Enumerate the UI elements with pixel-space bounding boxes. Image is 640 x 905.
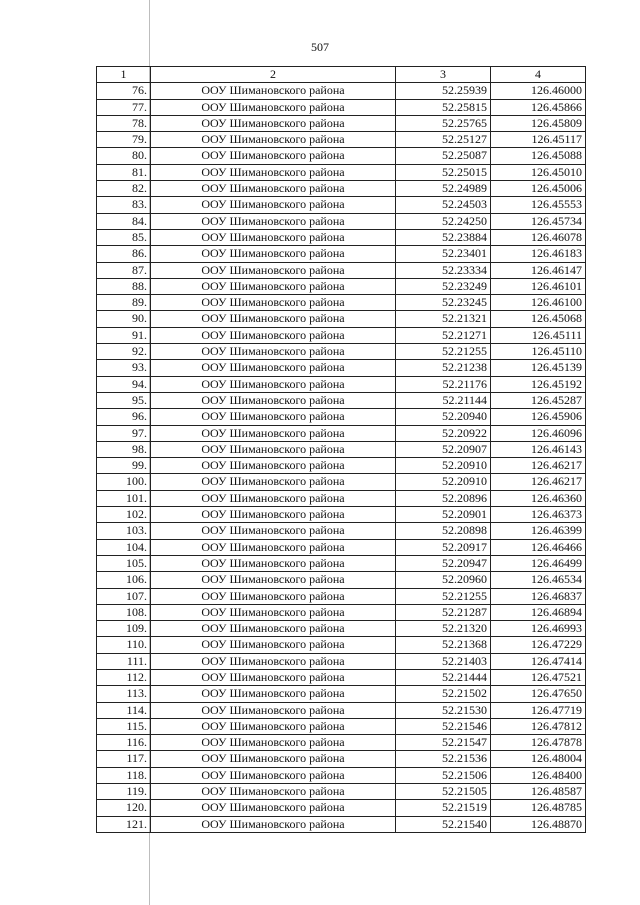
table-row (97, 132, 586, 148)
row-name: ООУ Шимановского района (151, 181, 396, 197)
row-name: ООУ Шимановского района (151, 604, 396, 620)
row-number: 98. (97, 441, 151, 457)
row-number: 116. (97, 735, 151, 751)
row-longitude: 126.45139 (491, 360, 586, 376)
table-row (97, 735, 586, 751)
row-longitude: 126.45110 (491, 344, 586, 360)
row-number: 121. (97, 816, 151, 832)
table-row (97, 718, 586, 734)
table-row (97, 669, 586, 685)
row-name: ООУ Шимановского района (151, 229, 396, 245)
row-name: ООУ Шимановского района (151, 637, 396, 653)
row-number: 79. (97, 132, 151, 148)
row-longitude: 126.45111 (491, 327, 586, 343)
coordinates-table (96, 66, 586, 833)
table-row (97, 164, 586, 180)
row-latitude: 52.21547 (396, 735, 491, 751)
row-name: ООУ Шимановского района (151, 458, 396, 474)
row-number: 110. (97, 637, 151, 653)
row-longitude: 126.47414 (491, 653, 586, 669)
row-longitude: 126.46399 (491, 523, 586, 539)
row-longitude: 126.46096 (491, 425, 586, 441)
row-longitude: 126.48587 (491, 784, 586, 800)
row-latitude: 52.20898 (396, 523, 491, 539)
row-name: ООУ Шимановского района (151, 376, 396, 392)
row-name: ООУ Шимановского района (151, 490, 396, 506)
row-name: ООУ Шимановского района (151, 718, 396, 734)
table-row (97, 474, 586, 490)
row-number: 94. (97, 376, 151, 392)
row-latitude: 52.21321 (396, 311, 491, 327)
row-number: 99. (97, 458, 151, 474)
row-longitude: 126.46466 (491, 539, 586, 555)
row-name: ООУ Шимановского района (151, 702, 396, 718)
row-longitude: 126.46534 (491, 572, 586, 588)
row-number: 108. (97, 604, 151, 620)
column-header-4: 4 (491, 67, 586, 83)
row-number: 107. (97, 588, 151, 604)
row-longitude: 126.47812 (491, 718, 586, 734)
row-longitude: 126.46894 (491, 604, 586, 620)
row-latitude: 52.21271 (396, 327, 491, 343)
row-longitude: 126.46360 (491, 490, 586, 506)
table-row (97, 458, 586, 474)
row-latitude: 52.23884 (396, 229, 491, 245)
row-latitude: 52.20910 (396, 458, 491, 474)
row-longitude: 126.45553 (491, 197, 586, 213)
row-name: ООУ Шимановского района (151, 507, 396, 523)
row-latitude: 52.20922 (396, 425, 491, 441)
row-longitude: 126.45866 (491, 99, 586, 115)
row-latitude: 52.21255 (396, 344, 491, 360)
row-latitude: 52.21506 (396, 767, 491, 783)
row-number: 90. (97, 311, 151, 327)
table-row (97, 148, 586, 164)
table-row (97, 637, 586, 653)
table-header-row (97, 67, 586, 83)
row-latitude: 52.20896 (396, 490, 491, 506)
table-row (97, 360, 586, 376)
table-row (97, 523, 586, 539)
row-longitude: 126.46000 (491, 83, 586, 99)
row-name: ООУ Шимановского района (151, 164, 396, 180)
row-number: 95. (97, 392, 151, 408)
table-row (97, 181, 586, 197)
table-row (97, 751, 586, 767)
row-longitude: 126.46078 (491, 229, 586, 245)
row-longitude: 126.46101 (491, 278, 586, 294)
row-number: 115. (97, 718, 151, 734)
row-latitude: 52.23245 (396, 295, 491, 311)
row-longitude: 126.48785 (491, 800, 586, 816)
row-name: ООУ Шимановского района (151, 295, 396, 311)
row-number: 89. (97, 295, 151, 311)
row-latitude: 52.21255 (396, 588, 491, 604)
table-row (97, 246, 586, 262)
row-latitude: 52.21502 (396, 686, 491, 702)
row-number: 81. (97, 164, 151, 180)
row-number: 85. (97, 229, 151, 245)
row-longitude: 126.45010 (491, 164, 586, 180)
row-name: ООУ Шимановского района (151, 425, 396, 441)
table-row (97, 686, 586, 702)
row-number: 86. (97, 246, 151, 262)
row-number: 96. (97, 409, 151, 425)
row-name: ООУ Шимановского района (151, 751, 396, 767)
row-number: 84. (97, 213, 151, 229)
row-name: ООУ Шимановского района (151, 148, 396, 164)
row-name: ООУ Шимановского района (151, 800, 396, 816)
row-number: 78. (97, 115, 151, 131)
table-row (97, 392, 586, 408)
row-number: 119. (97, 784, 151, 800)
table-row (97, 816, 586, 832)
row-latitude: 52.20960 (396, 572, 491, 588)
row-name: ООУ Шимановского района (151, 555, 396, 571)
row-number: 87. (97, 262, 151, 278)
row-number: 82. (97, 181, 151, 197)
column-header-2: 2 (151, 67, 396, 83)
row-longitude: 126.45809 (491, 115, 586, 131)
row-name: ООУ Шимановского района (151, 588, 396, 604)
table-row (97, 555, 586, 571)
table-row (97, 800, 586, 816)
row-name: ООУ Шимановского района (151, 262, 396, 278)
row-longitude: 126.47878 (491, 735, 586, 751)
row-latitude: 52.21287 (396, 604, 491, 620)
row-longitude: 126.46373 (491, 507, 586, 523)
row-longitude: 126.45006 (491, 181, 586, 197)
row-latitude: 52.20907 (396, 441, 491, 457)
row-number: 80. (97, 148, 151, 164)
row-number: 109. (97, 621, 151, 637)
table-row (97, 295, 586, 311)
table-row (97, 653, 586, 669)
row-latitude: 52.23249 (396, 278, 491, 294)
row-longitude: 126.46143 (491, 441, 586, 457)
row-name: ООУ Шимановского района (151, 246, 396, 262)
row-latitude: 52.25765 (396, 115, 491, 131)
table-row (97, 115, 586, 131)
table-row (97, 572, 586, 588)
row-name: ООУ Шимановского района (151, 735, 396, 751)
row-number: 120. (97, 800, 151, 816)
table-body (97, 83, 586, 833)
row-latitude: 52.21176 (396, 376, 491, 392)
table-row (97, 229, 586, 245)
row-longitude: 126.47719 (491, 702, 586, 718)
table-row (97, 344, 586, 360)
row-name: ООУ Шимановского района (151, 311, 396, 327)
row-name: ООУ Шимановского района (151, 539, 396, 555)
table-row (97, 507, 586, 523)
row-latitude: 52.23401 (396, 246, 491, 262)
row-number: 88. (97, 278, 151, 294)
row-number: 113. (97, 686, 151, 702)
row-name: ООУ Шимановского района (151, 621, 396, 637)
row-number: 77. (97, 99, 151, 115)
row-number: 76. (97, 83, 151, 99)
row-longitude: 126.47650 (491, 686, 586, 702)
row-number: 118. (97, 767, 151, 783)
row-latitude: 52.23334 (396, 262, 491, 278)
table-row (97, 425, 586, 441)
column-header-1: 1 (97, 67, 151, 83)
row-longitude: 126.46217 (491, 458, 586, 474)
table-row (97, 441, 586, 457)
row-latitude: 52.21519 (396, 800, 491, 816)
row-number: 102. (97, 507, 151, 523)
row-name: ООУ Шимановского района (151, 523, 396, 539)
row-longitude: 126.47521 (491, 669, 586, 685)
row-name: ООУ Шимановского района (151, 441, 396, 457)
row-longitude: 126.46837 (491, 588, 586, 604)
table-row (97, 784, 586, 800)
table-row (97, 278, 586, 294)
row-latitude: 52.24503 (396, 197, 491, 213)
table-row (97, 539, 586, 555)
page-number: 507 (311, 40, 329, 54)
row-number: 105. (97, 555, 151, 571)
row-latitude: 52.25087 (396, 148, 491, 164)
table-row (97, 490, 586, 506)
row-longitude: 126.45088 (491, 148, 586, 164)
row-name: ООУ Шимановского района (151, 474, 396, 490)
row-latitude: 52.21530 (396, 702, 491, 718)
table-row (97, 99, 586, 115)
row-number: 114. (97, 702, 151, 718)
row-name: ООУ Шимановского района (151, 409, 396, 425)
table-row (97, 83, 586, 99)
row-latitude: 52.20910 (396, 474, 491, 490)
row-number: 106. (97, 572, 151, 588)
row-number: 111. (97, 653, 151, 669)
row-longitude: 126.46147 (491, 262, 586, 278)
row-name: ООУ Шимановского района (151, 653, 396, 669)
row-latitude: 52.20947 (396, 555, 491, 571)
row-latitude: 52.21368 (396, 637, 491, 653)
row-longitude: 126.48870 (491, 816, 586, 832)
row-name: ООУ Шимановского района (151, 344, 396, 360)
row-number: 117. (97, 751, 151, 767)
row-name: ООУ Шимановского района (151, 392, 396, 408)
row-name: ООУ Шимановского района (151, 767, 396, 783)
column-header-3: 3 (396, 67, 491, 83)
row-longitude: 126.45117 (491, 132, 586, 148)
row-latitude: 52.24250 (396, 213, 491, 229)
row-latitude: 52.21540 (396, 816, 491, 832)
row-number: 104. (97, 539, 151, 555)
row-latitude: 52.20901 (396, 507, 491, 523)
table-row (97, 213, 586, 229)
row-name: ООУ Шимановского района (151, 83, 396, 99)
row-number: 100. (97, 474, 151, 490)
row-latitude: 52.24989 (396, 181, 491, 197)
row-longitude: 126.45287 (491, 392, 586, 408)
row-name: ООУ Шимановского района (151, 278, 396, 294)
row-latitude: 52.20940 (396, 409, 491, 425)
row-name: ООУ Шимановского района (151, 197, 396, 213)
row-latitude: 52.21536 (396, 751, 491, 767)
row-name: ООУ Шимановского района (151, 327, 396, 343)
row-longitude: 126.45068 (491, 311, 586, 327)
row-longitude: 126.46183 (491, 246, 586, 262)
row-name: ООУ Шимановского района (151, 572, 396, 588)
table-row (97, 604, 586, 620)
row-latitude: 52.25939 (396, 83, 491, 99)
row-number: 83. (97, 197, 151, 213)
table-row (97, 588, 586, 604)
table-row (97, 262, 586, 278)
row-number: 103. (97, 523, 151, 539)
row-name: ООУ Шимановского района (151, 360, 396, 376)
row-longitude: 126.46217 (491, 474, 586, 490)
table-row (97, 767, 586, 783)
row-longitude: 126.46499 (491, 555, 586, 571)
row-name: ООУ Шимановского района (151, 816, 396, 832)
row-latitude: 52.25127 (396, 132, 491, 148)
row-number: 93. (97, 360, 151, 376)
row-name: ООУ Шимановского района (151, 669, 396, 685)
row-number: 92. (97, 344, 151, 360)
table-row (97, 621, 586, 637)
row-name: ООУ Шимановского района (151, 99, 396, 115)
table-row (97, 702, 586, 718)
table-row (97, 311, 586, 327)
row-number: 91. (97, 327, 151, 343)
row-latitude: 52.21444 (396, 669, 491, 685)
row-latitude: 52.21403 (396, 653, 491, 669)
row-latitude: 52.21505 (396, 784, 491, 800)
row-longitude: 126.48004 (491, 751, 586, 767)
row-name: ООУ Шимановского района (151, 115, 396, 131)
table-row (97, 409, 586, 425)
row-name: ООУ Шимановского района (151, 213, 396, 229)
row-name: ООУ Шимановского района (151, 784, 396, 800)
row-longitude: 126.45906 (491, 409, 586, 425)
row-name: ООУ Шимановского района (151, 132, 396, 148)
table-row (97, 376, 586, 392)
table-row (97, 197, 586, 213)
row-latitude: 52.21144 (396, 392, 491, 408)
row-latitude: 52.21320 (396, 621, 491, 637)
row-number: 101. (97, 490, 151, 506)
row-number: 112. (97, 669, 151, 685)
row-longitude: 126.45734 (491, 213, 586, 229)
row-longitude: 126.47229 (491, 637, 586, 653)
row-latitude: 52.25015 (396, 164, 491, 180)
row-longitude: 126.46100 (491, 295, 586, 311)
row-latitude: 52.20917 (396, 539, 491, 555)
row-latitude: 52.21546 (396, 718, 491, 734)
row-latitude: 52.25815 (396, 99, 491, 115)
row-number: 97. (97, 425, 151, 441)
row-name: ООУ Шимановского района (151, 686, 396, 702)
row-longitude: 126.45192 (491, 376, 586, 392)
table-row (97, 327, 586, 343)
row-longitude: 126.46993 (491, 621, 586, 637)
row-latitude: 52.21238 (396, 360, 491, 376)
row-longitude: 126.48400 (491, 767, 586, 783)
